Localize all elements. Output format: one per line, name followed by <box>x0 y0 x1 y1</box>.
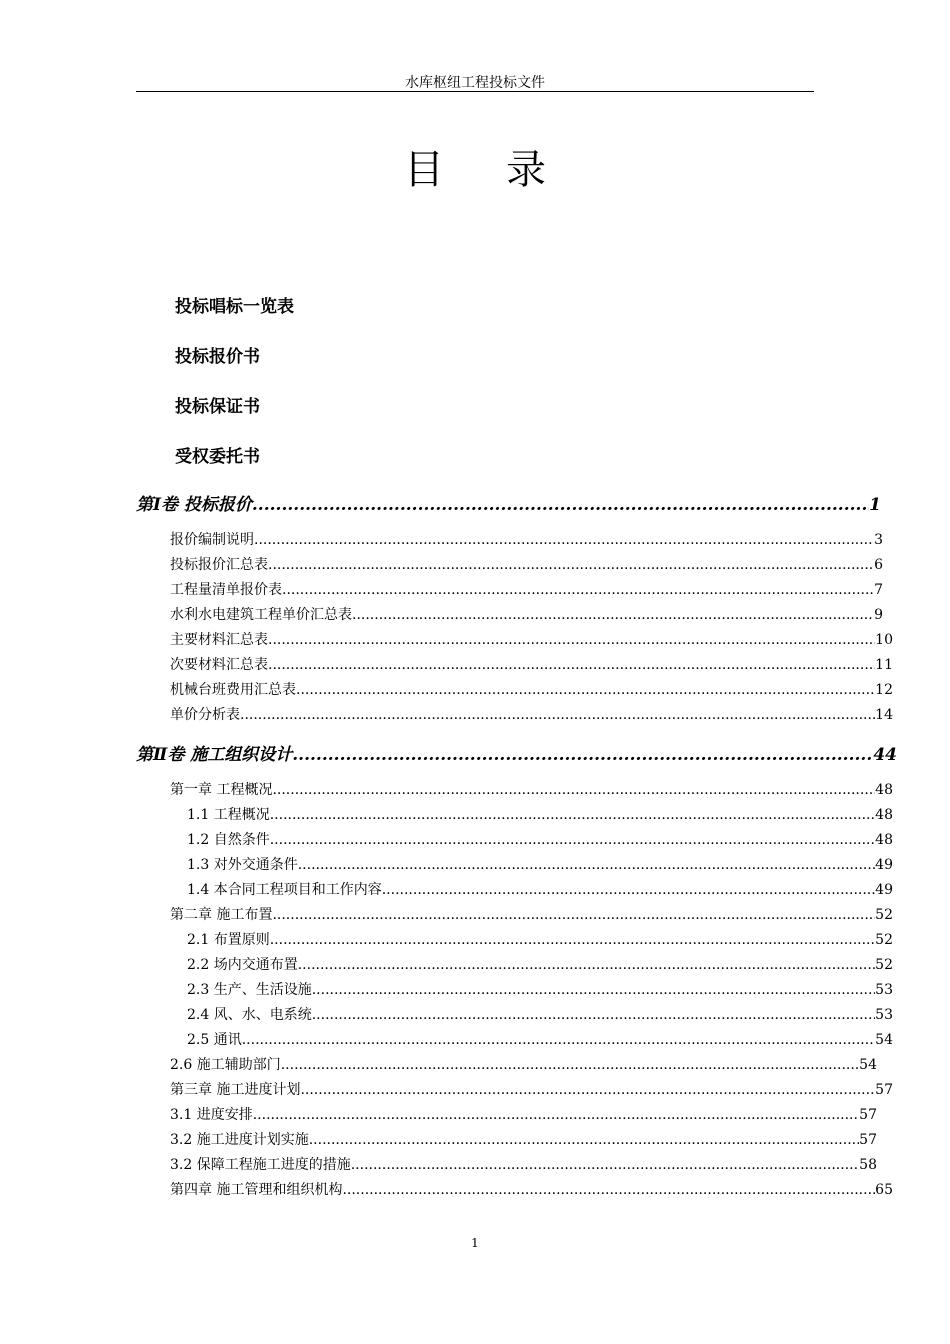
entry-label: 第一章 工程概况 <box>170 782 273 798</box>
entry-label: 次要材料汇总表 <box>170 657 268 673</box>
toc-entry[interactable] <box>170 1129 877 1149</box>
toc-entry[interactable] <box>187 1029 893 1049</box>
dot-leader <box>268 657 875 673</box>
volume-title: 第Ⅱ卷 施工组织设计 <box>136 745 293 765</box>
toc-entry[interactable] <box>170 554 883 574</box>
dot-leader <box>270 932 875 948</box>
dot-leader <box>298 857 875 873</box>
dot-leader <box>352 607 874 623</box>
entry-page: 3 <box>874 532 883 548</box>
dot-leader <box>312 982 875 998</box>
toc-entry[interactable] <box>170 1079 893 1099</box>
entry-page: 57 <box>875 1082 893 1098</box>
toc-entry[interactable] <box>170 704 893 724</box>
entry-page: 48 <box>875 832 893 848</box>
running-header: 水库枢纽工程投标文件 <box>405 75 545 91</box>
entry-label: 机械台班费用汇总表 <box>170 682 296 698</box>
dot-leader <box>270 832 875 848</box>
volume-page: 44 <box>873 745 897 765</box>
front-item-bid-guarantee[interactable]: 投标保证书 <box>175 397 260 417</box>
entry-label: 3.2 保障工程施工进度的措施 <box>170 1157 351 1173</box>
entry-label: 1.3 对外交通条件 <box>187 857 298 873</box>
toc-entry[interactable] <box>187 854 893 874</box>
dot-leader <box>240 707 875 723</box>
entry-page: 57 <box>859 1132 877 1148</box>
toc-entry[interactable] <box>187 879 893 899</box>
entry-page: 48 <box>875 782 893 798</box>
header-rule <box>136 91 814 92</box>
entry-label: 3.1 进度安排 <box>170 1107 253 1123</box>
entry-label: 2.6 施工辅助部门 <box>170 1057 281 1073</box>
front-item-power-of-attorney[interactable]: 受权委托书 <box>175 447 260 467</box>
toc-entry[interactable] <box>170 629 893 649</box>
toc-entry[interactable] <box>170 529 883 549</box>
dot-leader <box>281 1057 859 1073</box>
toc-entry[interactable] <box>170 1054 877 1074</box>
entry-page: 6 <box>874 557 883 573</box>
entry-label: 1.4 本合同工程项目和工作内容 <box>187 882 382 898</box>
toc-entry[interactable] <box>187 804 893 824</box>
front-item-bid-summary[interactable]: 投标唱标一览表 <box>175 297 294 317</box>
entry-label: 2.1 布置原则 <box>187 932 270 948</box>
toc-entry[interactable] <box>170 679 893 699</box>
volume-title: 第Ⅰ卷 投标报价 <box>136 495 252 515</box>
dot-leader <box>300 1082 875 1098</box>
entry-page: 52 <box>875 907 893 923</box>
entry-page: 58 <box>859 1157 877 1173</box>
entry-label: 1.1 工程概况 <box>187 807 270 823</box>
entry-page: 52 <box>875 957 893 973</box>
dot-leader <box>254 532 874 548</box>
entry-page: 49 <box>875 882 893 898</box>
entry-label: 水利水电建筑工程单价汇总表 <box>170 607 352 623</box>
front-item-bid-price-letter[interactable]: 投标报价书 <box>175 347 260 367</box>
dot-leader <box>312 1007 875 1023</box>
toc-entry[interactable] <box>187 929 893 949</box>
entry-page: 10 <box>875 632 893 648</box>
volume-page: 1 <box>869 495 881 515</box>
page-number: 1 <box>471 1236 479 1250</box>
entry-label: 2.5 通讯 <box>187 1032 242 1048</box>
dot-leader <box>252 495 869 515</box>
entry-label: 2.3 生产、生活设施 <box>187 982 312 998</box>
dot-leader <box>268 557 874 573</box>
entry-page: 54 <box>859 1057 877 1073</box>
entry-label: 工程量清单报价表 <box>170 582 282 598</box>
entry-page: 52 <box>875 932 893 948</box>
toc-entry[interactable] <box>170 1179 893 1199</box>
toc-entry[interactable] <box>170 579 883 599</box>
entry-label: 2.4 风、水、电系统 <box>187 1007 312 1023</box>
toc-volume-1[interactable] <box>136 490 881 514</box>
entry-label: 2.2 场内交通布置 <box>187 957 298 973</box>
entry-page: 49 <box>875 857 893 873</box>
entry-page: 9 <box>874 607 883 623</box>
entry-label: 单价分析表 <box>170 707 240 723</box>
toc-entry[interactable] <box>170 1154 877 1174</box>
dot-leader <box>272 782 875 798</box>
dot-leader <box>298 957 875 973</box>
dot-leader <box>382 882 875 898</box>
dot-leader <box>272 907 875 923</box>
toc-entry[interactable] <box>187 954 893 974</box>
dot-leader <box>253 1107 859 1123</box>
entry-label: 第三章 施工进度计划 <box>170 1082 301 1098</box>
entry-label: 报价编制说明 <box>170 532 254 548</box>
dot-leader <box>309 1132 859 1148</box>
entry-page: 54 <box>875 1032 893 1048</box>
entry-page: 53 <box>875 982 893 998</box>
entry-page: 14 <box>875 707 893 723</box>
entry-page: 12 <box>875 682 893 698</box>
entry-label: 投标报价汇总表 <box>170 557 268 573</box>
entry-page: 53 <box>875 1007 893 1023</box>
entry-page: 57 <box>859 1107 877 1123</box>
dot-leader <box>296 682 875 698</box>
toc-entry[interactable] <box>187 1004 893 1024</box>
entry-label: 主要材料汇总表 <box>170 632 268 648</box>
toc-entry[interactable] <box>170 779 893 799</box>
entry-label: 第二章 施工布置 <box>170 907 273 923</box>
toc-entry[interactable] <box>187 829 893 849</box>
entry-page: 11 <box>875 657 893 673</box>
dot-leader <box>268 632 875 648</box>
dot-leader <box>342 1182 875 1198</box>
entry-label: 1.2 自然条件 <box>187 832 270 848</box>
entry-page: 7 <box>874 582 883 598</box>
entry-label: 第四章 施工管理和组织机构 <box>170 1182 343 1198</box>
dot-leader <box>270 807 875 823</box>
toc-volume-2[interactable] <box>136 740 897 764</box>
toc-title: 目录 <box>404 147 608 193</box>
toc-entry[interactable] <box>170 904 893 924</box>
entry-label: 3.2 施工进度计划实施 <box>170 1132 309 1148</box>
dot-leader <box>351 1157 859 1173</box>
entry-page: 65 <box>875 1182 893 1198</box>
dot-leader <box>242 1032 875 1048</box>
toc-entry[interactable] <box>170 604 883 624</box>
dot-leader <box>292 745 873 765</box>
toc-entry[interactable] <box>170 654 893 674</box>
entry-page: 48 <box>875 807 893 823</box>
toc-entry[interactable] <box>187 979 893 999</box>
toc-entry[interactable] <box>170 1104 877 1124</box>
dot-leader <box>282 582 874 598</box>
